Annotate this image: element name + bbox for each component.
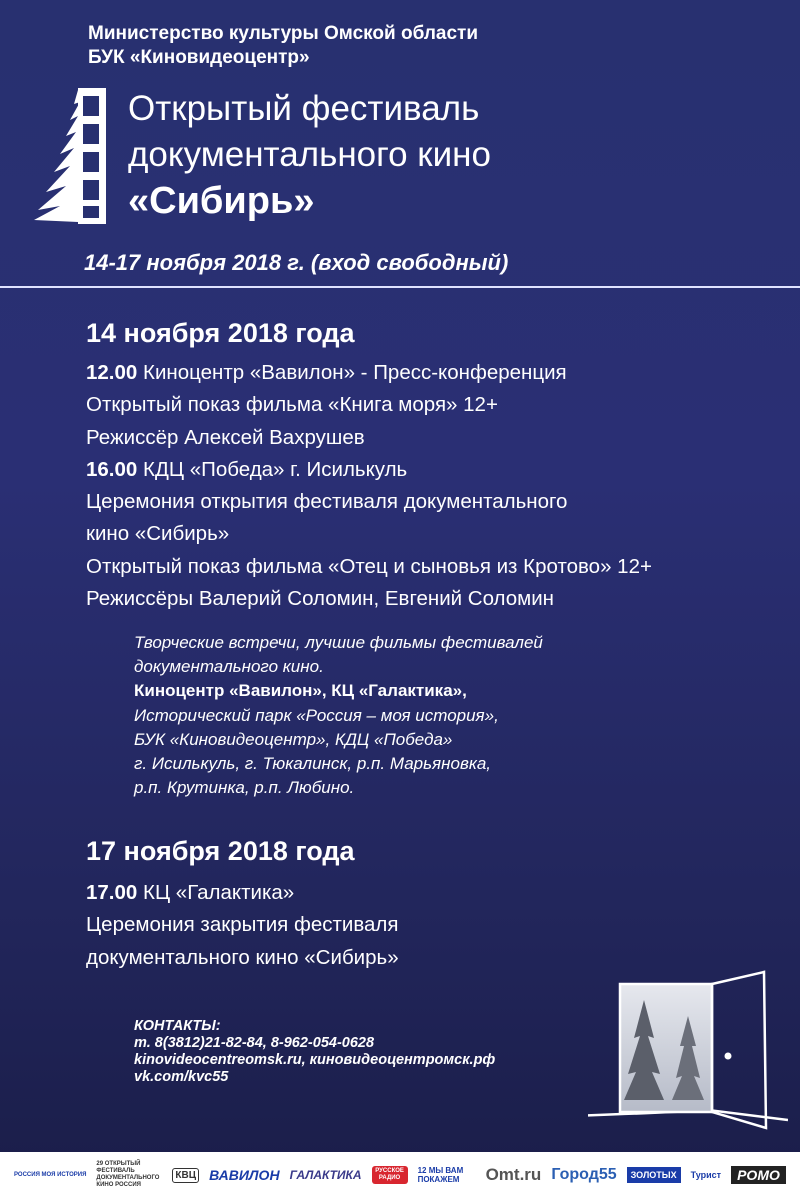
program-line: Церемония открытия фестиваля документального (86, 490, 568, 514)
festival-title (128, 86, 491, 224)
program-line (86, 357, 652, 389)
sponsor-logos (14, 1160, 786, 1190)
sponsor-logo-vavilon: ВАВИЛОН (209, 1167, 280, 1183)
meetings-line: Творческие встречи, лучшие фильмы фестивалей (134, 633, 543, 652)
program-line (86, 454, 652, 486)
sponsor-logo-turist: Турист (690, 1170, 722, 1180)
sponsor-logo-12-channel: 12 МЫ ВАМ ПОКАЖЕМ (417, 1166, 464, 1184)
contacts-block (134, 1018, 495, 1086)
program-line: Режиссёр Алексей Вахрушев (86, 425, 365, 449)
meetings-block (134, 631, 543, 800)
organizer-block (88, 22, 478, 70)
day1-program (86, 357, 652, 615)
meetings-line: БУК «Киновидеоцентр», КДЦ «Победа» (134, 729, 453, 749)
event-time: 12.00 (86, 361, 138, 384)
event-place: КЦ «Галактика» (137, 881, 295, 904)
contacts-vk: vk.com/kvc55 (134, 1069, 229, 1085)
program-line: Церемония закрытия фестиваля (86, 913, 399, 937)
organizer-line-ministry: Министерство культуры Омской области (88, 23, 479, 44)
meetings-line: документального кино. (134, 657, 324, 677)
event-place: Киноцентр «Вавилон» - Пресс-конференция (137, 361, 567, 384)
program-line: Режиссёры Валерий Соломин, Евгений Соломин (86, 587, 555, 611)
sponsor-logo-rossiya-history: РОССИЯ МОЯ ИСТОРИЯ (14, 1171, 87, 1178)
contacts-title: КОНТАКТЫ: (134, 1018, 221, 1034)
program-line (86, 877, 399, 909)
festival-logo-icon (30, 86, 120, 226)
day2-heading: 17 ноября 2018 года (86, 836, 355, 866)
festival-title-line1: Открытый фестиваль (128, 89, 480, 128)
program-line: кино «Сибирь» (86, 522, 230, 546)
event-place: КДЦ «Победа» г. Исилькуль (137, 457, 408, 481)
program-line: Открытый показ фильма «Книга моря» 12+ (86, 393, 498, 417)
festival-title-name: «Сибирь» (128, 180, 315, 222)
event-time: 16.00 (86, 457, 138, 481)
event-time: 17.00 (86, 881, 138, 904)
day1-heading: 14 ноября 2018 года (86, 318, 355, 348)
program-line: Открытый показ фильма «Отец и сыновья из Кротово» 12+ (86, 554, 652, 578)
sponsor-logo-russkoe-radio: РУССКОЕ РАДИО (372, 1166, 408, 1184)
day2-program (86, 877, 399, 974)
open-door-illustration-icon (588, 960, 788, 1138)
meetings-line: Исторический парк «Россия – моя история», (134, 705, 499, 725)
divider (0, 286, 800, 288)
sponsor-logo-festival-rossiya: 29 ОТКРЫТЫЙ ФЕСТИВАЛЬ ДОКУМЕНТАЛЬНОГО КИНО РОССИЯ (96, 1161, 160, 1188)
sponsor-logo-omt: Omt.ru (485, 1165, 542, 1184)
sponsor-logo-zolotykh: ЗОЛОТЫХ (627, 1167, 681, 1183)
meetings-line: г. Исилькуль, г. Тюкалинск, р.п. Марьяновка, (134, 754, 492, 774)
sponsor-logo-gorod55: Город55 (551, 1166, 617, 1183)
sponsor-footer (0, 1152, 800, 1200)
sponsor-logo-kvc: КВЦ (172, 1168, 199, 1183)
program-line: документального кино «Сибирь» (86, 945, 399, 969)
meetings-venues-main: Киноцентр «Вавилон», КЦ «Галактика», (134, 681, 467, 701)
sponsor-logo-romo: РОМО (731, 1166, 786, 1184)
sponsor-logo-galaktika: ГАЛАКТИКА (289, 1168, 362, 1182)
festival-title-line2: документального кино (128, 135, 491, 174)
organizer-line-buk: БУК «Киновидеоцентр» (88, 47, 310, 68)
meetings-line: р.п. Крутинка, р.п. Любино. (134, 778, 355, 798)
contacts-sites: kinovideocentreomsk.ru, киновидеоцентромск.рф (134, 1052, 496, 1068)
festival-dates: 14-17 ноября 2018 г. (вход свободный) (84, 250, 509, 275)
contacts-phone: т. 8(3812)21-82-84, 8-962-054-0628 (134, 1035, 375, 1051)
